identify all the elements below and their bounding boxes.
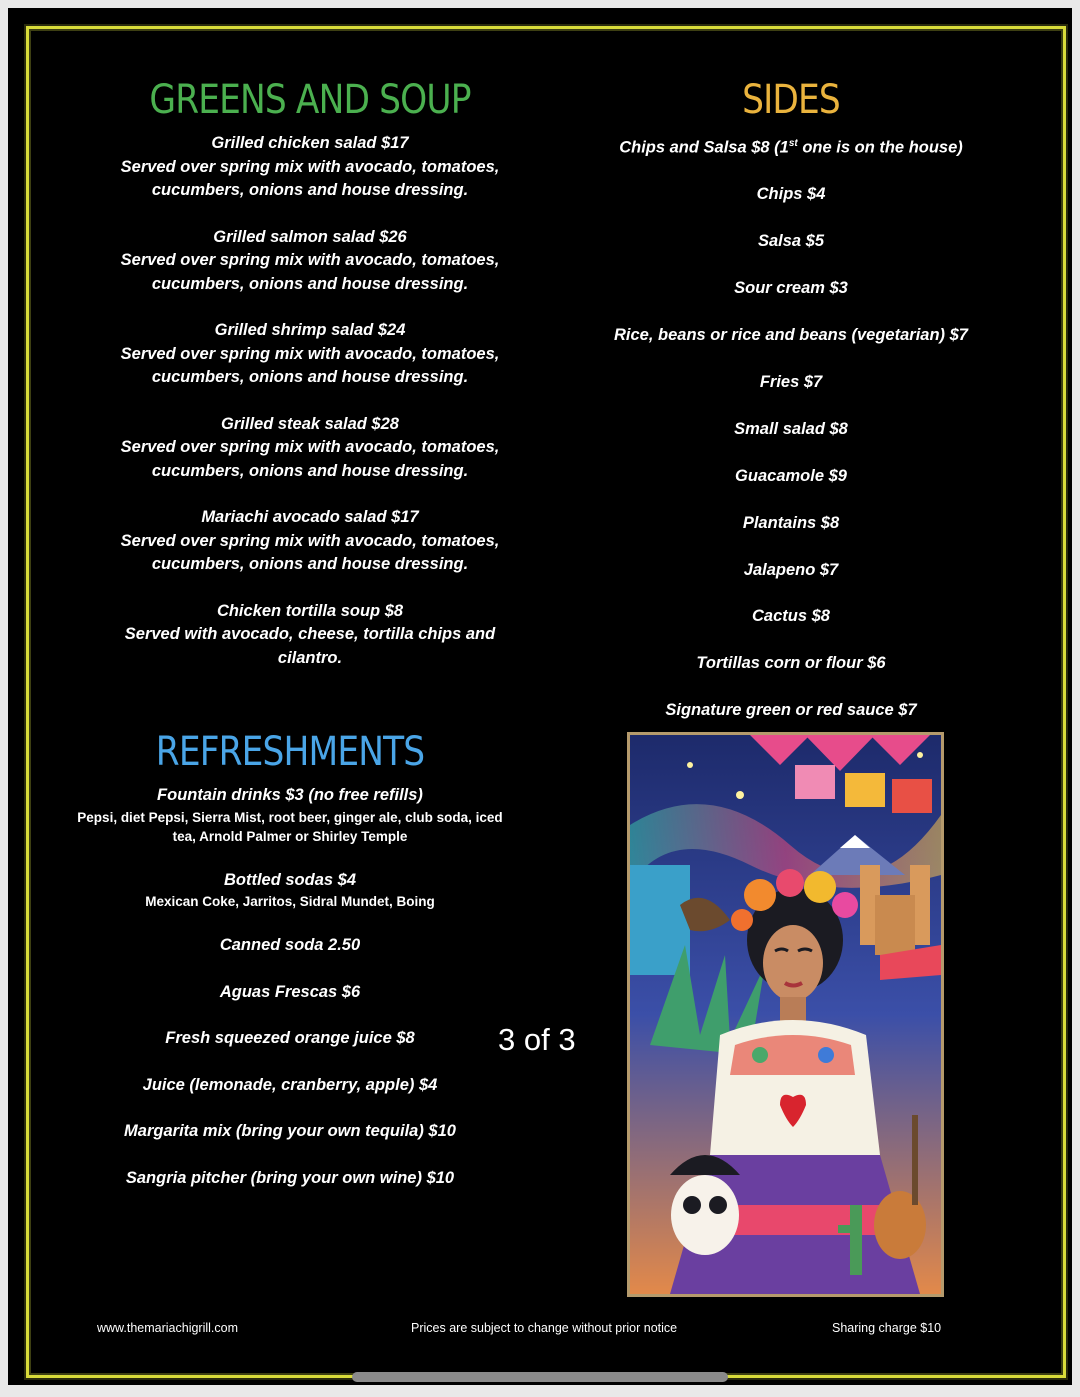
item-desc: cucumbers, onions and house dressing. <box>151 274 469 293</box>
horizontal-scrollbar[interactable] <box>352 1372 728 1382</box>
item-desc: tea, Arnold Palmer or Shirley Temple <box>172 828 408 844</box>
menu-item: Canned soda 2.50 <box>219 936 361 954</box>
item-name: Grilled steak salad $28 <box>221 414 399 433</box>
menu-item <box>40 413 580 484</box>
side-item: Rice, beans or rice and beans (vegetarian) $7 <box>614 326 968 345</box>
menu-item <box>40 226 580 297</box>
side-item: Signature green or red sauce $7 <box>665 701 917 720</box>
item-desc: cucumbers, onions and house dressing. <box>151 555 469 573</box>
greens-heading: GREENS AND SOUP <box>149 77 471 123</box>
item-name: Mariachi avocado salad $17 <box>201 508 419 526</box>
side-item: Salsa $5 <box>757 232 825 251</box>
item-desc: Served over spring mix with avocado, tomatoes, <box>120 438 500 456</box>
item-name: Fountain drinks $3 (no free refills) <box>157 786 423 804</box>
item-desc: Served with avocado, cheese, tortilla chips and <box>124 625 496 643</box>
artwork-illustration <box>630 735 941 1294</box>
item-name: Grilled chicken salad $17 <box>211 134 409 152</box>
superscript: st <box>788 138 798 149</box>
side-text: one is on the house) <box>797 138 963 157</box>
sides-section <box>560 76 1022 746</box>
refreshments-heading: REFRESHMENTS <box>155 729 425 775</box>
menu-item <box>40 869 540 912</box>
side-item: Small salad $8 <box>734 419 848 438</box>
menu-item: Fresh squeezed orange juice $8 <box>165 1029 415 1047</box>
side-item: Guacamole $9 <box>735 466 847 485</box>
item-desc: cucumbers, onions and house dressing. <box>151 461 469 480</box>
side-item: Fries $7 <box>759 372 823 391</box>
menu-item <box>40 784 540 846</box>
greens-section <box>40 76 580 693</box>
page-count: 3 of 3 <box>498 1022 576 1057</box>
menu-item <box>40 132 580 203</box>
item-desc: cucumbers, onions and house dressing. <box>151 181 469 199</box>
item-name: Bottled sodas $4 <box>223 870 357 889</box>
item-desc: Served over spring mix with avocado, tomatoes, <box>120 157 500 176</box>
side-text: Chips and Salsa $8 (1 <box>619 138 789 157</box>
item-desc: Mexican Coke, Jarritos, Sidral Mundet, Boing <box>145 894 435 909</box>
item-name: Chicken tortilla soup $8 <box>216 601 404 620</box>
side-item <box>560 132 1022 160</box>
menu-item <box>40 600 580 671</box>
item-desc: Served over spring mix with avocado, tomatoes, <box>120 344 500 363</box>
item-desc: Served over spring mix with avocado, tomatoes, <box>120 531 500 550</box>
item-name: Grilled shrimp salad $24 <box>214 321 406 339</box>
side-item: Jalapeno $7 <box>743 560 839 579</box>
menu-item <box>40 319 580 390</box>
item-desc: Served over spring mix with avocado, tomatoes, <box>120 251 500 269</box>
footer-sharing: Sharing charge $10 <box>832 1321 942 1335</box>
side-item: Tortillas corn or flour $6 <box>696 654 886 673</box>
side-item: Chips $4 <box>756 185 826 204</box>
side-item: Plantains $8 <box>742 513 840 532</box>
menu-item: Juice (lemonade, cranberry, apple) $4 <box>142 1075 438 1094</box>
item-name: Grilled salmon salad $26 <box>213 227 407 246</box>
item-desc: cilantro. <box>277 648 343 667</box>
side-item: Sour cream $3 <box>734 279 848 298</box>
item-desc: Pepsi, diet Pepsi, Sierra Mist, root beer, ginger ale, club soda, iced <box>77 809 503 825</box>
footer-website: www.themariachigrill.com <box>97 1321 239 1335</box>
menu-item <box>40 506 580 577</box>
refreshments-section <box>40 728 540 1213</box>
menu-item: Aguas Frescas $6 <box>219 982 361 1001</box>
sides-heading: SIDES <box>742 77 840 123</box>
item-desc: cucumbers, onions and house dressing. <box>151 368 469 386</box>
menu-item: Sangria pitcher (bring your own wine) $10 <box>125 1168 455 1187</box>
side-item: Cactus $8 <box>752 607 830 626</box>
menu-item: Margarita mix (bring your own tequila) $10 <box>124 1122 456 1140</box>
frida-artwork <box>627 732 944 1297</box>
footer-notice: Prices are subject to change without prior notice <box>411 1321 678 1335</box>
